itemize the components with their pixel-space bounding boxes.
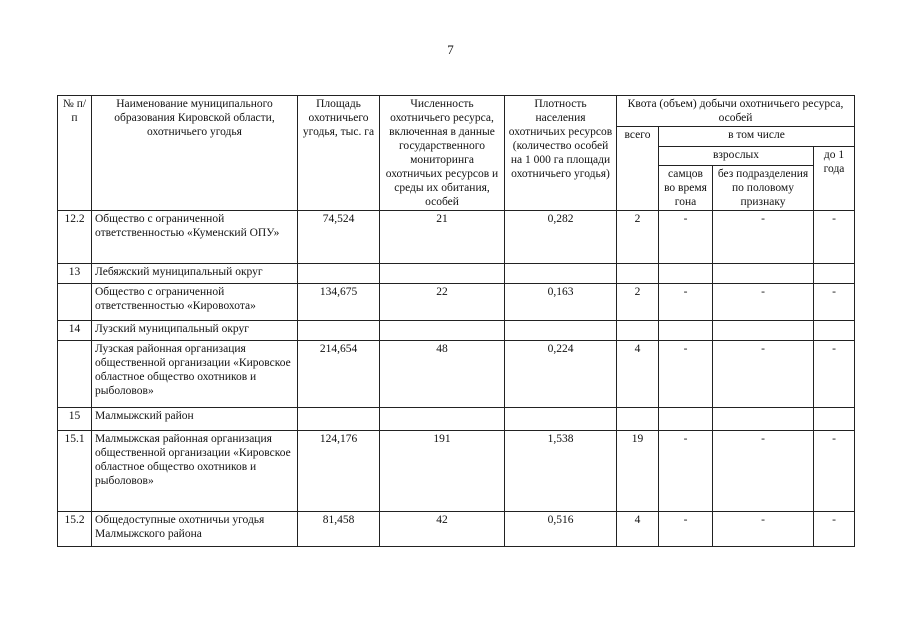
header-nosex: без подразделения по половому признаку	[713, 166, 814, 211]
row-under1: -	[814, 512, 855, 547]
header-count: Численность охотничьего ресурса, включенная в данные государственного мониторинга охотничьих ресурсов и среды их обитания, особей	[380, 96, 505, 211]
header-total: всего	[617, 127, 659, 211]
row-num: 15.2	[58, 512, 92, 547]
row-under1: -	[814, 431, 855, 512]
row-nosex: -	[713, 211, 814, 264]
row-area: 74,524	[298, 211, 380, 264]
table-body	[58, 211, 855, 547]
row-num: 12.2	[58, 211, 92, 264]
header-name: Наименование муниципального образования Кировской области, охотничьего угодья	[92, 96, 298, 211]
row-under1: -	[814, 284, 855, 321]
row-area: 134,675	[298, 284, 380, 321]
table-row	[58, 284, 855, 321]
row-count: 21	[380, 211, 505, 264]
table-row	[58, 264, 855, 284]
row-nosex: -	[713, 512, 814, 547]
table-row	[58, 431, 855, 512]
table-header	[58, 96, 855, 211]
table-row	[58, 408, 855, 431]
header-males: самцов во время гона	[659, 166, 713, 211]
header-area: Площадь охотничьего угодья, тыс. га	[298, 96, 380, 211]
row-count: 22	[380, 284, 505, 321]
page-number: 7	[447, 42, 454, 57]
row-area: 81,458	[298, 512, 380, 547]
row-total: 2	[617, 211, 659, 264]
row-total: 2	[617, 284, 659, 321]
row-area: 214,654	[298, 341, 380, 408]
row-nosex: -	[713, 341, 814, 408]
row-density: 0,163	[505, 284, 617, 321]
row-density: 0,224	[505, 341, 617, 408]
row-name: Малмыжский район	[92, 408, 298, 431]
row-name: Малмыжская районная организация общественной организации «Кировское областное общество охотников и рыболовов»	[92, 431, 298, 512]
row-males: -	[659, 284, 713, 321]
header-adults: взрослых	[659, 146, 814, 166]
row-count: 48	[380, 341, 505, 408]
row-males: -	[659, 431, 713, 512]
row-area: 124,176	[298, 431, 380, 512]
table-row	[58, 211, 855, 264]
row-count: 42	[380, 512, 505, 547]
row-density: 0,516	[505, 512, 617, 547]
row-count: 191	[380, 431, 505, 512]
row-name: Общедоступные охотничьи угодья Малмыжского района	[92, 512, 298, 547]
row-males: -	[659, 211, 713, 264]
row-num: 15.1	[58, 431, 92, 512]
row-density: 1,538	[505, 431, 617, 512]
row-name: Лузский муниципальный округ	[92, 321, 298, 341]
header-num: № п/п	[58, 96, 92, 211]
row-total: 4	[617, 341, 659, 408]
row-nosex: -	[713, 284, 814, 321]
header-including: в том числе	[659, 127, 855, 147]
row-total: 4	[617, 512, 659, 547]
row-num	[58, 284, 92, 321]
row-name: Общество с ограниченной ответственностью «Кировохота»	[92, 284, 298, 321]
quota-table	[57, 95, 855, 547]
row-num: 15	[58, 408, 92, 431]
row-density: 0,282	[505, 211, 617, 264]
row-males: -	[659, 341, 713, 408]
row-name: Лебяжский муниципальный округ	[92, 264, 298, 284]
row-males: -	[659, 512, 713, 547]
header-density: Плотность населения охотничьих ресурсов (количество особей на 1 000 га площади охотничьего угодья)	[505, 96, 617, 211]
row-name: Общество с ограниченной ответственностью «Куменский ОПУ»	[92, 211, 298, 264]
table-row	[58, 321, 855, 341]
row-num: 14	[58, 321, 92, 341]
table-row	[58, 341, 855, 408]
row-total: 19	[617, 431, 659, 512]
header-under1: до 1 года	[814, 146, 855, 211]
row-num: 13	[58, 264, 92, 284]
table-row	[58, 512, 855, 547]
row-under1: -	[814, 211, 855, 264]
row-under1: -	[814, 341, 855, 408]
row-num	[58, 341, 92, 408]
row-nosex: -	[713, 431, 814, 512]
header-quota: Квота (объем) добычи охотничьего ресурса, особей	[617, 96, 855, 127]
row-name: Лузская районная организация общественной организации «Кировское областное общество охотников и рыболовов»	[92, 341, 298, 408]
